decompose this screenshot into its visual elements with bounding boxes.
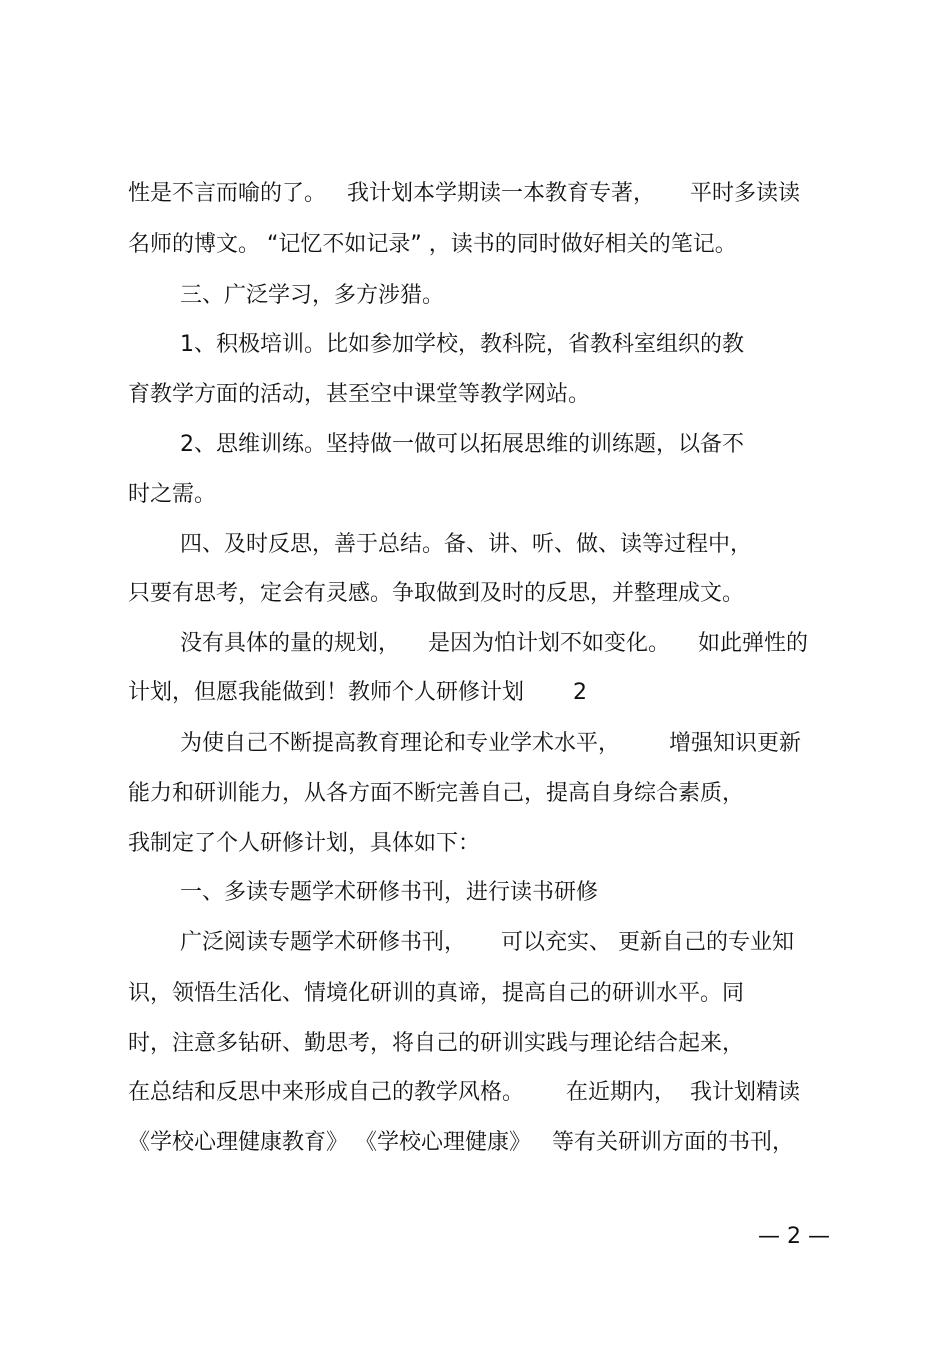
body-text-line: 2、思维训练。坚持做一做可以拓展思维的训练题，以备不 [180, 432, 744, 457]
body-text-line: 只要有思考，定会有灵感。争取做到及时的反思，并整理成文。 [128, 581, 745, 606]
body-text-line: 《学校心理健康教育》 《学校心理健康》 等有关研训方面的书刊， [128, 1130, 794, 1155]
body-text-line: 时之需。 [128, 482, 217, 507]
body-text-line: 育教学方面的活动，甚至空中课堂等教学网站。 [128, 382, 591, 407]
section-heading: 三、广泛学习，多方涉猎。 [180, 283, 445, 308]
body-text-line: 没有具体的量的规划， 是因为怕计划不如变化。 如此弹性的 [180, 631, 808, 656]
section-heading: 四、及时反思，善于总结。备、讲、听、做、读等过程中， [180, 532, 753, 557]
body-text-line: 名师的博文。 “记忆不如记录” ，读书的同时做好相关的笔记。 [128, 232, 737, 257]
body-text-line: 能力和研训能力，从各方面不断完善自己，提高自身综合素质， [128, 781, 745, 806]
body-text-line: 计划，但愿我能做到！教师个人研修计划 2 [128, 680, 587, 705]
body-text-line: 时，注意多钻研、勤思考，将自己的研训实践与理论结合起来， [128, 1031, 745, 1056]
body-text-line: 在总结和反思中来形成自己的教学风格。 在近期内， 我计划精读 [128, 1080, 800, 1105]
body-text-line: 性是不言而喻的了。 我计划本学期读一本教育专著， 平时多读读 [128, 181, 800, 206]
section-heading: 一、多读专题学术研修书刊，进行读书研修 [180, 880, 599, 905]
body-text-line: 1、积极培训。比如参加学校，教科院，省教科室组织的教 [180, 332, 744, 357]
page-number: — 2 — [758, 1224, 830, 1249]
body-text-line: 广泛阅读专题学术研修书刊， 可以充实、 更新自己的专业知 [180, 930, 794, 955]
body-text-line: 为使自己不断提高教育理论和专业学术水平， 增强知识更新 [180, 731, 801, 756]
body-text-line: 我制定了个人研修计划，具体如下： [128, 831, 481, 856]
body-text-line: 识，领悟生活化、情境化研训的真谛，提高自己的研训水平。同 [128, 981, 745, 1006]
